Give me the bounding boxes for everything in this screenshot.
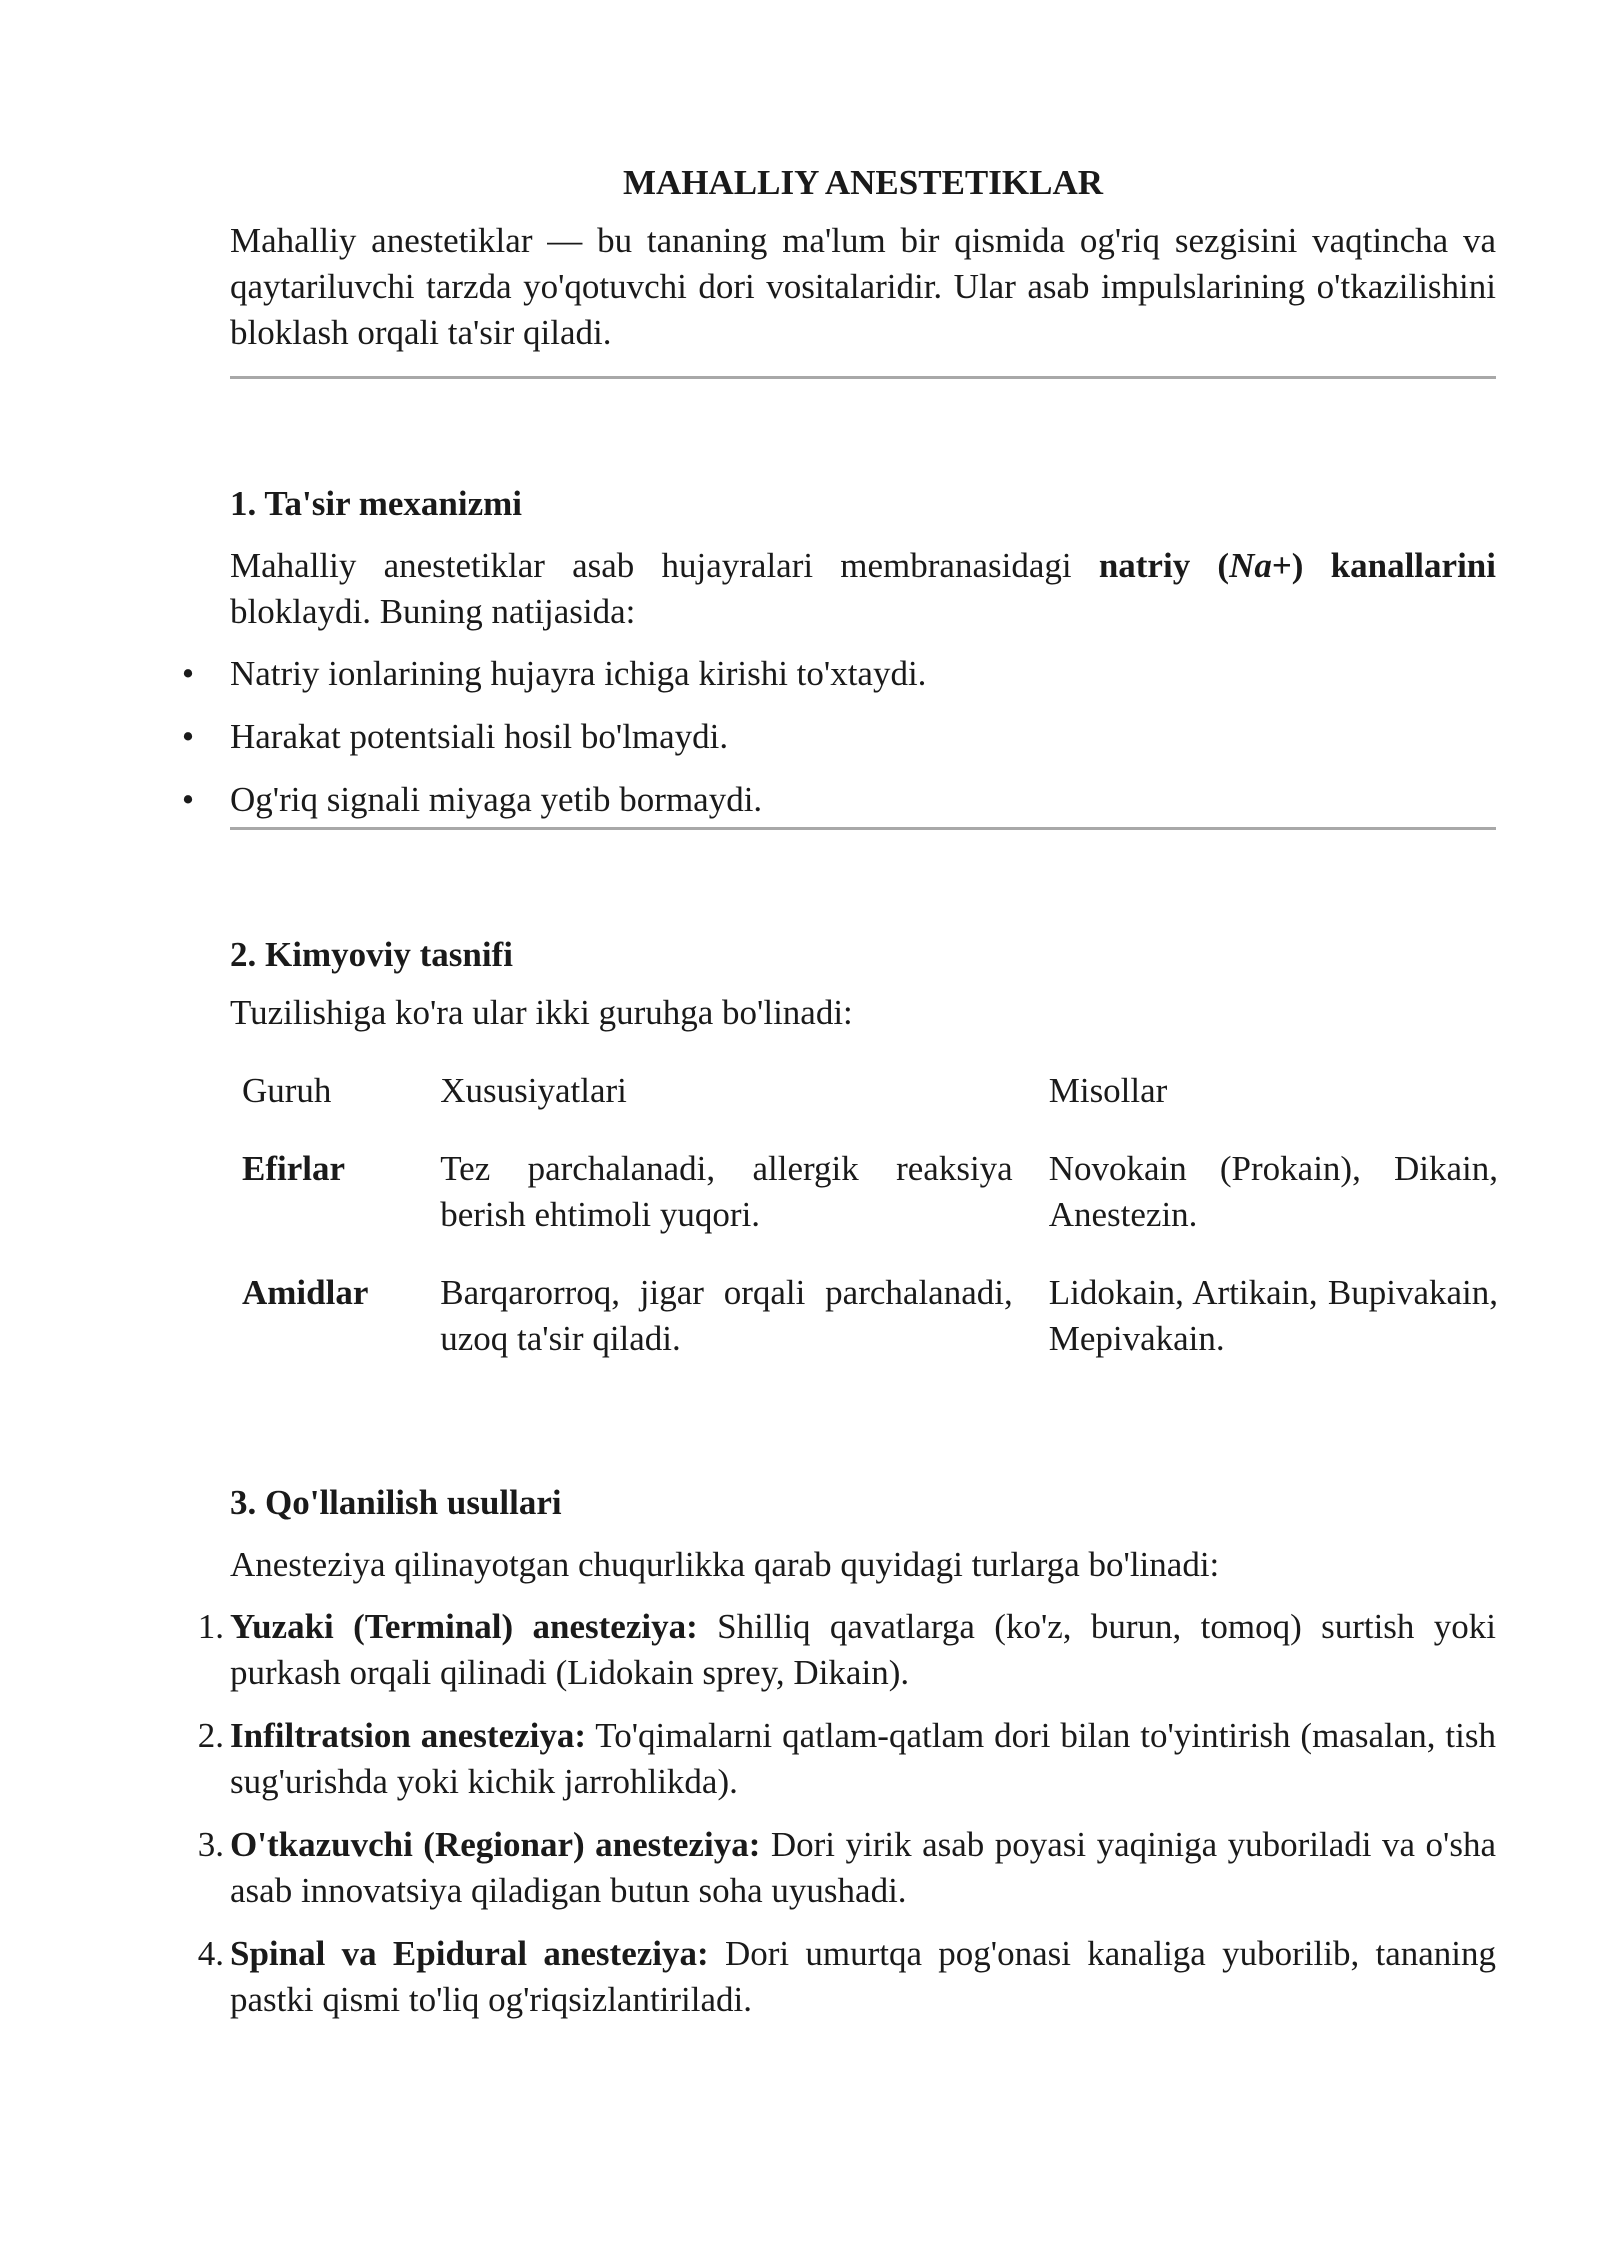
classification-table xyxy=(242,1068,1498,1362)
table-header-cell: Xususiyatlari xyxy=(440,1071,627,1110)
mechanism-text-start: Mahalliy anestetiklar asab hujayralari membranasidagi xyxy=(230,546,1099,585)
sodium-symbol: Na xyxy=(1229,546,1272,585)
sodium-term-part2: +) kanallarini xyxy=(1271,546,1496,585)
section-heading: 3. Qo'llanilish usullari xyxy=(230,1483,562,1522)
section-heading: 1. Ta'sir mexanizmi xyxy=(230,484,523,523)
table-header-cell: Guruh xyxy=(242,1071,332,1110)
table-header-cell: Misollar xyxy=(1048,1071,1168,1110)
section-application xyxy=(197,1480,1497,2023)
method-description: Dori umurtqa pog'onasi kanaliga yuborilib, tananing pastki qismi to'liq og'riqsizlantiriladi. xyxy=(230,1934,1496,2019)
list-item xyxy=(181,777,1496,823)
bullet-marker: • xyxy=(181,717,195,756)
list-item-text: Harakat potentsiali hosil bo'lmaydi. xyxy=(230,717,729,756)
list-item xyxy=(197,1822,1496,1914)
section-classification xyxy=(230,932,1496,1362)
method-description: Shilliq qavatlarga (ko'z, burun, tomoq) surtish yoki purkash orqali qilinadi (Lidokain sprey, Dikain). xyxy=(230,1607,1497,1692)
section-divider xyxy=(230,376,1496,379)
list-number: 4. xyxy=(197,1934,224,1973)
classification-intro: Tuzilishiga ko'ra ular ikki guruhga bo'linadi: xyxy=(230,993,853,1032)
intro-paragraph: Mahalliy anestetiklar — bu tananing ma'lum bir qismida og'riq sezgisini vaqtincha va qaytariluvchi tarzda yo'qotuvchi dori vositalaridir. Ular asab impulslarining o'tkazilishini bloklash orqali ta'sir qiladi. xyxy=(230,221,1496,352)
method-term: Yuzaki (Terminal) anesteziya: xyxy=(230,1607,698,1646)
bullet-marker: • xyxy=(181,780,195,819)
method-description: Dori yirik asab poyasi yaqiniga yuboriladi va o'sha asab innovatsiya qiladigan butun soha uyushadi. xyxy=(230,1825,1496,1910)
methods-list xyxy=(197,1604,1497,2023)
table-cell-examples: Lidokain, Artikain, Bupivakain, Mepivakain. xyxy=(1048,1273,1498,1358)
mechanism-text-end: bloklaydi. Buning natijasida: xyxy=(230,592,636,631)
table-cell-features: Tez parchalanadi, allergik reaksiya berish ehtimoli yuqori. xyxy=(440,1149,1013,1234)
method-term: Spinal va Epidural anesteziya: xyxy=(230,1934,709,1973)
method-term: Infiltratsion anesteziya: xyxy=(230,1716,586,1755)
list-item xyxy=(197,1931,1496,2023)
method-description: To'qimalarni qatlam-qatlam dori bilan to'yintirish (masalan, tish sug'urishda yoki kichik jarrohlikda). xyxy=(230,1716,1496,1801)
method-term: O'tkazuvchi (Regionar) anesteziya: xyxy=(230,1825,761,1864)
list-item xyxy=(197,1604,1497,1696)
table-header-row xyxy=(242,1068,1498,1114)
table-cell-examples: Novokain (Prokain), Dikain, Anestezin. xyxy=(1048,1149,1498,1234)
table-cell-group: Amidlar xyxy=(242,1273,369,1312)
bullet-marker: • xyxy=(181,654,195,693)
list-number: 1. xyxy=(197,1607,224,1646)
sodium-term-part1: natriy ( xyxy=(1098,546,1230,585)
effects-list xyxy=(181,651,1496,823)
list-item-text: Og'riq signali miyaga yetib bormaydi. xyxy=(230,780,763,819)
section-divider xyxy=(230,827,1496,830)
mechanism-paragraph xyxy=(230,543,1496,635)
section-mechanism xyxy=(181,481,1496,830)
table-cell-features: Barqarorroq, jigar orqali parchalanadi, uzoq ta'sir qiladi. xyxy=(440,1273,1013,1358)
list-item xyxy=(181,651,1496,697)
document-title: MAHALLIY ANESTETIKLAR xyxy=(622,163,1104,202)
list-number: 3. xyxy=(197,1825,224,1864)
list-number: 2. xyxy=(197,1716,224,1755)
document-page xyxy=(181,160,1498,2023)
section-heading: 2. Kimyoviy tasnifi xyxy=(230,935,513,974)
list-item-text: Natriy ionlarining hujayra ichiga kirishi to'xtaydi. xyxy=(230,654,927,693)
table-cell-group: Efirlar xyxy=(242,1149,346,1188)
application-intro: Anesteziya qilinayotgan chuqurlikka qarab quyidagi turlarga bo'linadi: xyxy=(230,1545,1220,1584)
table-row xyxy=(242,1238,1498,1362)
list-item xyxy=(197,1713,1496,1805)
list-item xyxy=(181,714,1496,760)
table-row xyxy=(242,1114,1498,1238)
